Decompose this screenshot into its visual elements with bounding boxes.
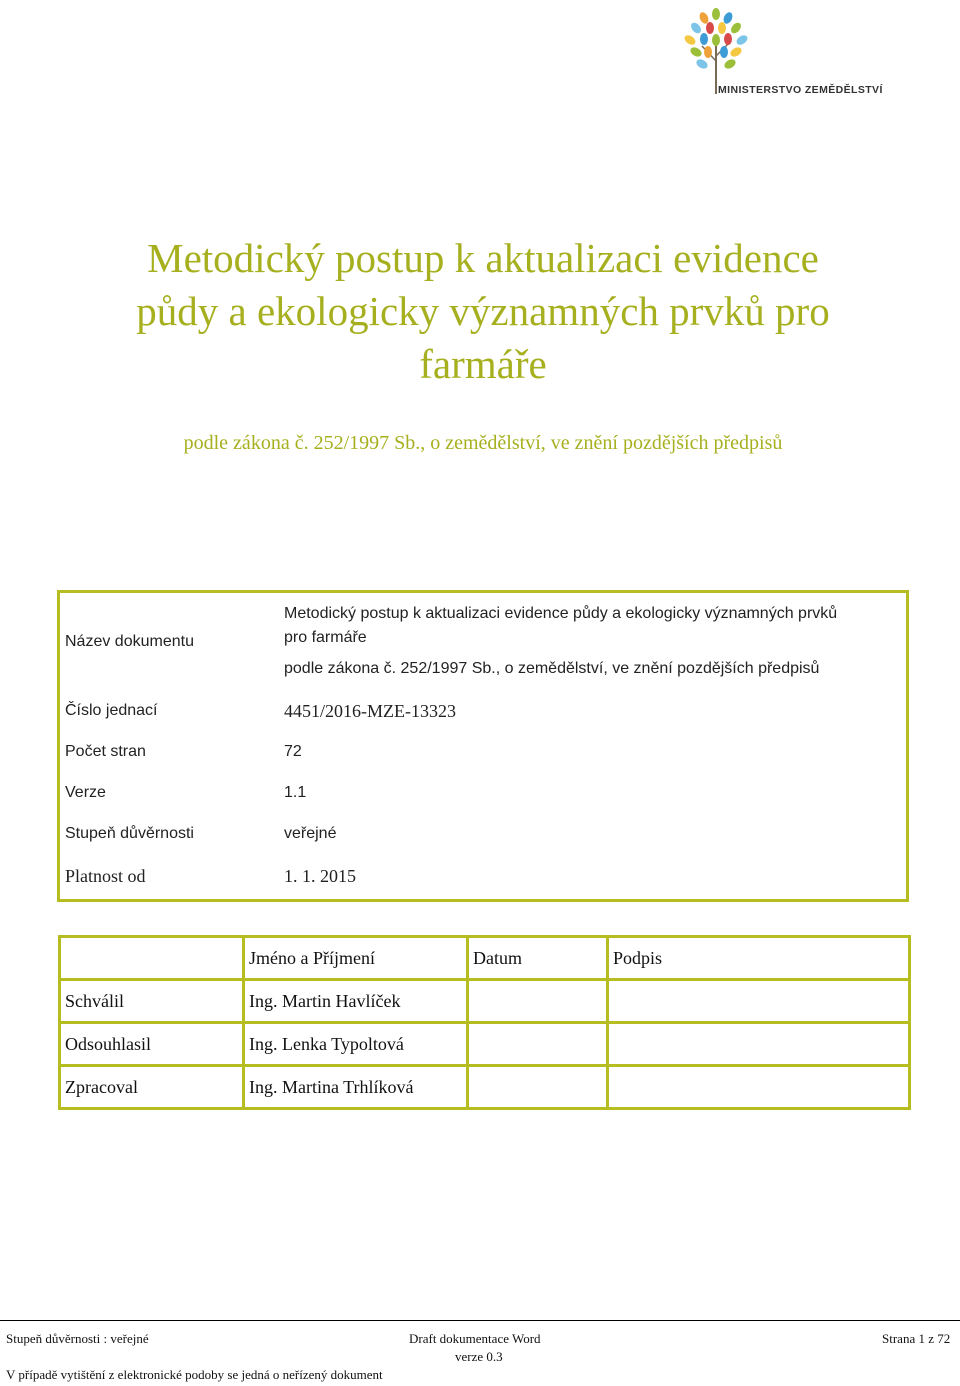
title-line: farmáře	[419, 341, 547, 387]
role-cell: Schválil	[60, 980, 244, 1023]
cislo-label: Číslo jednací	[65, 702, 158, 719]
footer-draft: Draft dokumentace Word	[409, 1331, 541, 1346]
verze-value: 1.1	[284, 784, 307, 801]
table-row	[60, 980, 910, 1023]
role-cell: Zpracoval	[60, 1066, 244, 1109]
date-cell	[468, 1023, 608, 1066]
table-header-cell: Jméno a Příjmení	[244, 937, 468, 980]
date-cell	[468, 1066, 608, 1109]
ministry-logo	[660, 6, 890, 106]
platnost-label: Platnost od	[65, 866, 146, 886]
nazev-value-line1: Metodický postup k aktualizaci evidence půdy a ekologicky významných prvků	[284, 605, 838, 622]
footer-page-number: Strana 1 z 72	[882, 1331, 951, 1346]
table-row	[60, 1066, 910, 1109]
name-cell: Ing. Martin Havlíček	[244, 980, 468, 1023]
pocet-label: Počet stran	[65, 743, 146, 760]
stupen-value: veřejné	[284, 825, 337, 842]
nazev-label: Název dokumentu	[65, 633, 194, 650]
name-cell: Ing. Lenka Typoltová	[244, 1023, 468, 1066]
verze-label: Verze	[65, 784, 106, 801]
sign-cell	[608, 1023, 910, 1066]
stupen-label: Stupeň důvěrnosti	[65, 825, 194, 842]
sign-cell	[608, 1066, 910, 1109]
title-line: Metodický postup k aktualizaci evidence	[147, 235, 819, 281]
name-cell: Ing. Martina Trhlíková	[244, 1066, 468, 1109]
pocet-value: 72	[284, 743, 302, 760]
table-header-cell: Podpis	[608, 937, 910, 980]
footer-notice: V případě vytištění z elektronické podoby se jedná o neřízený dokument	[6, 1367, 383, 1382]
table-row	[60, 1023, 910, 1066]
footer-confidentiality: Stupeň důvěrnosti : veřejné	[6, 1331, 149, 1346]
date-cell	[468, 980, 608, 1023]
document-subtitle: podle zákona č. 252/1997 Sb., o zemědělství, ve znění pozdějších předpisů	[183, 432, 783, 454]
document-title	[60, 232, 906, 391]
cislo-value: 4451/2016-MZE-13323	[284, 701, 456, 721]
table-header-cell: Datum	[468, 937, 608, 980]
table-header-cell	[60, 937, 244, 980]
signature-table	[58, 935, 911, 1110]
title-line: půdy a ekologicky významných prvků pro	[136, 288, 830, 334]
nazev-value-line3: podle zákona č. 252/1997 Sb., o zemědělství, ve znění pozdějších předpisů	[284, 660, 820, 677]
sign-cell	[608, 980, 910, 1023]
tree-logo-icon	[668, 6, 758, 96]
document-info-box	[57, 590, 909, 902]
signature-header-row	[60, 937, 910, 980]
platnost-value: 1. 1. 2015	[284, 866, 356, 886]
role-cell: Odsouhlasil	[60, 1023, 244, 1066]
nazev-value-line2: pro farmáře	[284, 629, 367, 646]
footer-version: verze 0.3	[455, 1349, 503, 1364]
logo-text: MINISTERSTVO ZEMĚDĚLSTVÍ	[718, 84, 883, 96]
page-footer	[0, 1320, 960, 1386]
